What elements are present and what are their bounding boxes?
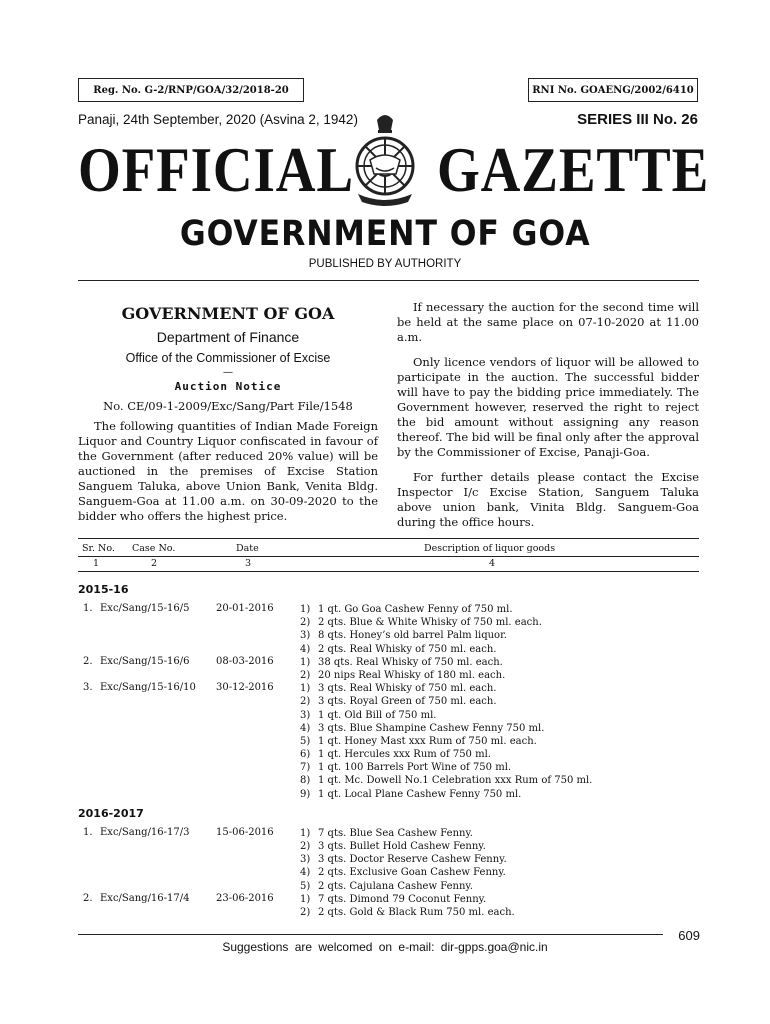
list-item: 5) 2 qts. Cajulana Cashew Fenny. <box>300 880 473 892</box>
liquor-goods-table-body <box>78 583 699 919</box>
row-sr-no: 2. <box>83 892 93 904</box>
row-sr-no: 3. <box>83 682 93 694</box>
table-colnum-1: 1 <box>93 558 100 569</box>
list-item: 2) 3 qts. Bullet Hold Cashew Fenny. <box>300 841 486 852</box>
list-item: 1) 1 qt. Go Goa Cashew Fenny of 750 ml. <box>300 604 513 615</box>
series-number: SERIES III No. 26 <box>577 111 698 128</box>
list-item: 5) 1 qt. Honey Mast xxx Rum of 750 ml. each. <box>300 735 537 747</box>
table-header-bottom-rule <box>78 571 699 572</box>
row-sr-no: 1. <box>83 826 93 838</box>
government-of-goa-banner: GOVERNMENT OF GOA <box>179 214 591 254</box>
rni-number: RNI No. GOAENG/2002/6410 <box>532 84 694 96</box>
notice-second-auction-paragraph: If necessary the auction for the second time will be held at the same place on 07-10-2020 at 11.00 a.m. <box>397 300 699 344</box>
table-colnum-2: 2 <box>151 558 158 569</box>
table-row <box>78 893 699 919</box>
notice-right-column <box>397 300 699 530</box>
list-item: 9) 1 qt. Local Plane Cashew Fenny 750 ml. <box>300 788 522 800</box>
notice-title: Auction Notice <box>174 380 282 393</box>
list-item: 2) 20 nips Real Whisky of 180 ml. each. <box>300 669 506 681</box>
row-sr-no: 2. <box>83 655 93 667</box>
table-header-case-no: Case No. <box>132 543 176 554</box>
notice-office: Office of the Commissioner of Excise <box>125 351 331 365</box>
publication-dateline: Panaji, 24th September, 2020 (Asvina 2, 1942) <box>78 112 358 127</box>
table-header-mid-rule <box>78 556 699 557</box>
year-heading: 2015-16 <box>78 583 129 596</box>
notice-file-number: No. CE/09-1-2009/Exc/Sang/Part File/1548 <box>103 399 353 413</box>
table-row <box>78 603 699 656</box>
list-item: 8) 1 qt. Mc. Dowell No.1 Celebration xxx Rum of 750 ml. <box>300 775 593 787</box>
list-item: 1) 7 qts. Dimond 79 Coconut Fenny. <box>300 893 487 905</box>
page-number: 609 <box>678 928 700 943</box>
table-header-description: Description of liquor goods <box>424 543 556 554</box>
row-date: 30-12-2016 <box>216 682 274 694</box>
list-item: 1) 38 qts. Real Whisky of 750 ml. each. <box>300 656 503 668</box>
table-top-rule <box>78 538 699 539</box>
list-item: 4) 2 qts. Exclusive Goan Cashew Fenny. <box>300 867 506 879</box>
table-colnum-4: 4 <box>489 558 496 569</box>
list-item: 2) 2 qts. Blue & White Whisky of 750 ml. each. <box>300 617 542 629</box>
rni-number-box <box>528 78 698 102</box>
list-item: 6) 1 qt. Hercules xxx Rum of 750 ml. <box>300 749 491 761</box>
row-case-no: Exc/Sang/15-16/10 <box>100 682 196 694</box>
list-item: 1) 7 qts. Blue Sea Cashew Fenny. <box>300 827 473 839</box>
list-item: 1) 3 qts. Real Whisky of 750 ml. each. <box>300 683 497 695</box>
list-item: 3) 3 qts. Doctor Reserve Cashew Fenny. <box>300 854 507 866</box>
masthead-official: OFFICIAL <box>78 134 354 205</box>
row-case-no: Exc/Sang/15-16/6 <box>100 655 190 667</box>
goa-state-emblem-icon <box>340 108 430 208</box>
row-case-no: Exc/Sang/15-16/5 <box>100 603 190 614</box>
header-divider <box>78 280 699 281</box>
table-row <box>78 827 699 893</box>
footer-suggestions: Suggestions are welcomed on e-mail: dir-gpps.goa@nic.in <box>222 940 548 954</box>
table-row <box>78 656 699 682</box>
list-item: 4) 3 qts. Blue Shampine Cashew Fenny 750 ml. <box>300 722 545 734</box>
row-date: 23-06-2016 <box>216 892 274 904</box>
table-colnum-3: 3 <box>245 558 252 569</box>
row-sr-no: 1. <box>83 603 93 614</box>
footer-divider <box>78 934 663 935</box>
list-item: 3) 1 qt. Old Bill of 750 ml. <box>300 709 437 721</box>
notice-department: Department of Finance <box>156 329 300 345</box>
list-item: 3) 8 qts. Honey’s old barrel Palm liquor. <box>300 630 507 642</box>
row-date: 08-03-2016 <box>216 655 274 667</box>
row-case-no: Exc/Sang/16-17/4 <box>100 892 190 904</box>
list-item: 7) 1 qt. 100 Barrels Port Wine of 750 ml. <box>300 762 512 774</box>
list-item: 2) 2 qts. Gold & Black Rum 750 ml. each. <box>300 906 515 918</box>
registration-number-box <box>78 78 304 102</box>
table-row <box>78 682 699 801</box>
list-item: 2) 3 qts. Royal Green of 750 ml. each. <box>300 696 497 708</box>
registration-number: Reg. No. G-2/RNP/GOA/32/2018-20 <box>93 84 289 96</box>
notice-left-column <box>78 300 378 524</box>
published-by-authority: PUBLISHED BY AUTHORITY <box>308 258 462 270</box>
table-header-date: Date <box>236 543 259 554</box>
row-case-no: Exc/Sang/16-17/3 <box>100 826 190 838</box>
table-header-sr-no: Sr. No. <box>82 543 115 554</box>
notice-separator: — <box>223 367 233 378</box>
masthead-gazette: GAZETTE <box>437 134 710 205</box>
notice-government-heading: GOVERNMENT OF GOA <box>121 304 335 323</box>
row-date: 20-01-2016 <box>216 603 274 614</box>
year-heading: 2016-2017 <box>78 806 144 820</box>
notice-licence-paragraph: Only licence vendors of liquor will be allowed to participate in the auction. The successful bidder will have to pay the bidding price immediately. The Government however, reserved the right to reject the bid amount without assigning any reason thereof. The bid will be final only after the approval by the Commissioner of Excise, Panaji-Goa. <box>397 355 699 459</box>
notice-contact-paragraph: For further details please contact the Excise Inspector I/c Excise Station, Sanguem Taluka above union bank, Vinita Bldg. Sanguem-Goa during the office hours. <box>397 470 699 529</box>
notice-intro-paragraph: The following quantities of Indian Made Foreign Liquor and Country Liquor confiscated in favour of the Government (after reduced 20% value) will be auctioned in the premises of Excise Station Sanguem Taluka, above Union Bank, Venita Bldg. Sanguem-Goa at 11.00 a.m. on 30-09-2020 to the bidder who offers the highest price. <box>78 419 378 523</box>
list-item: 4) 2 qts. Real Whisky of 750 ml. each. <box>300 643 497 655</box>
row-date: 15-06-2016 <box>216 826 274 838</box>
